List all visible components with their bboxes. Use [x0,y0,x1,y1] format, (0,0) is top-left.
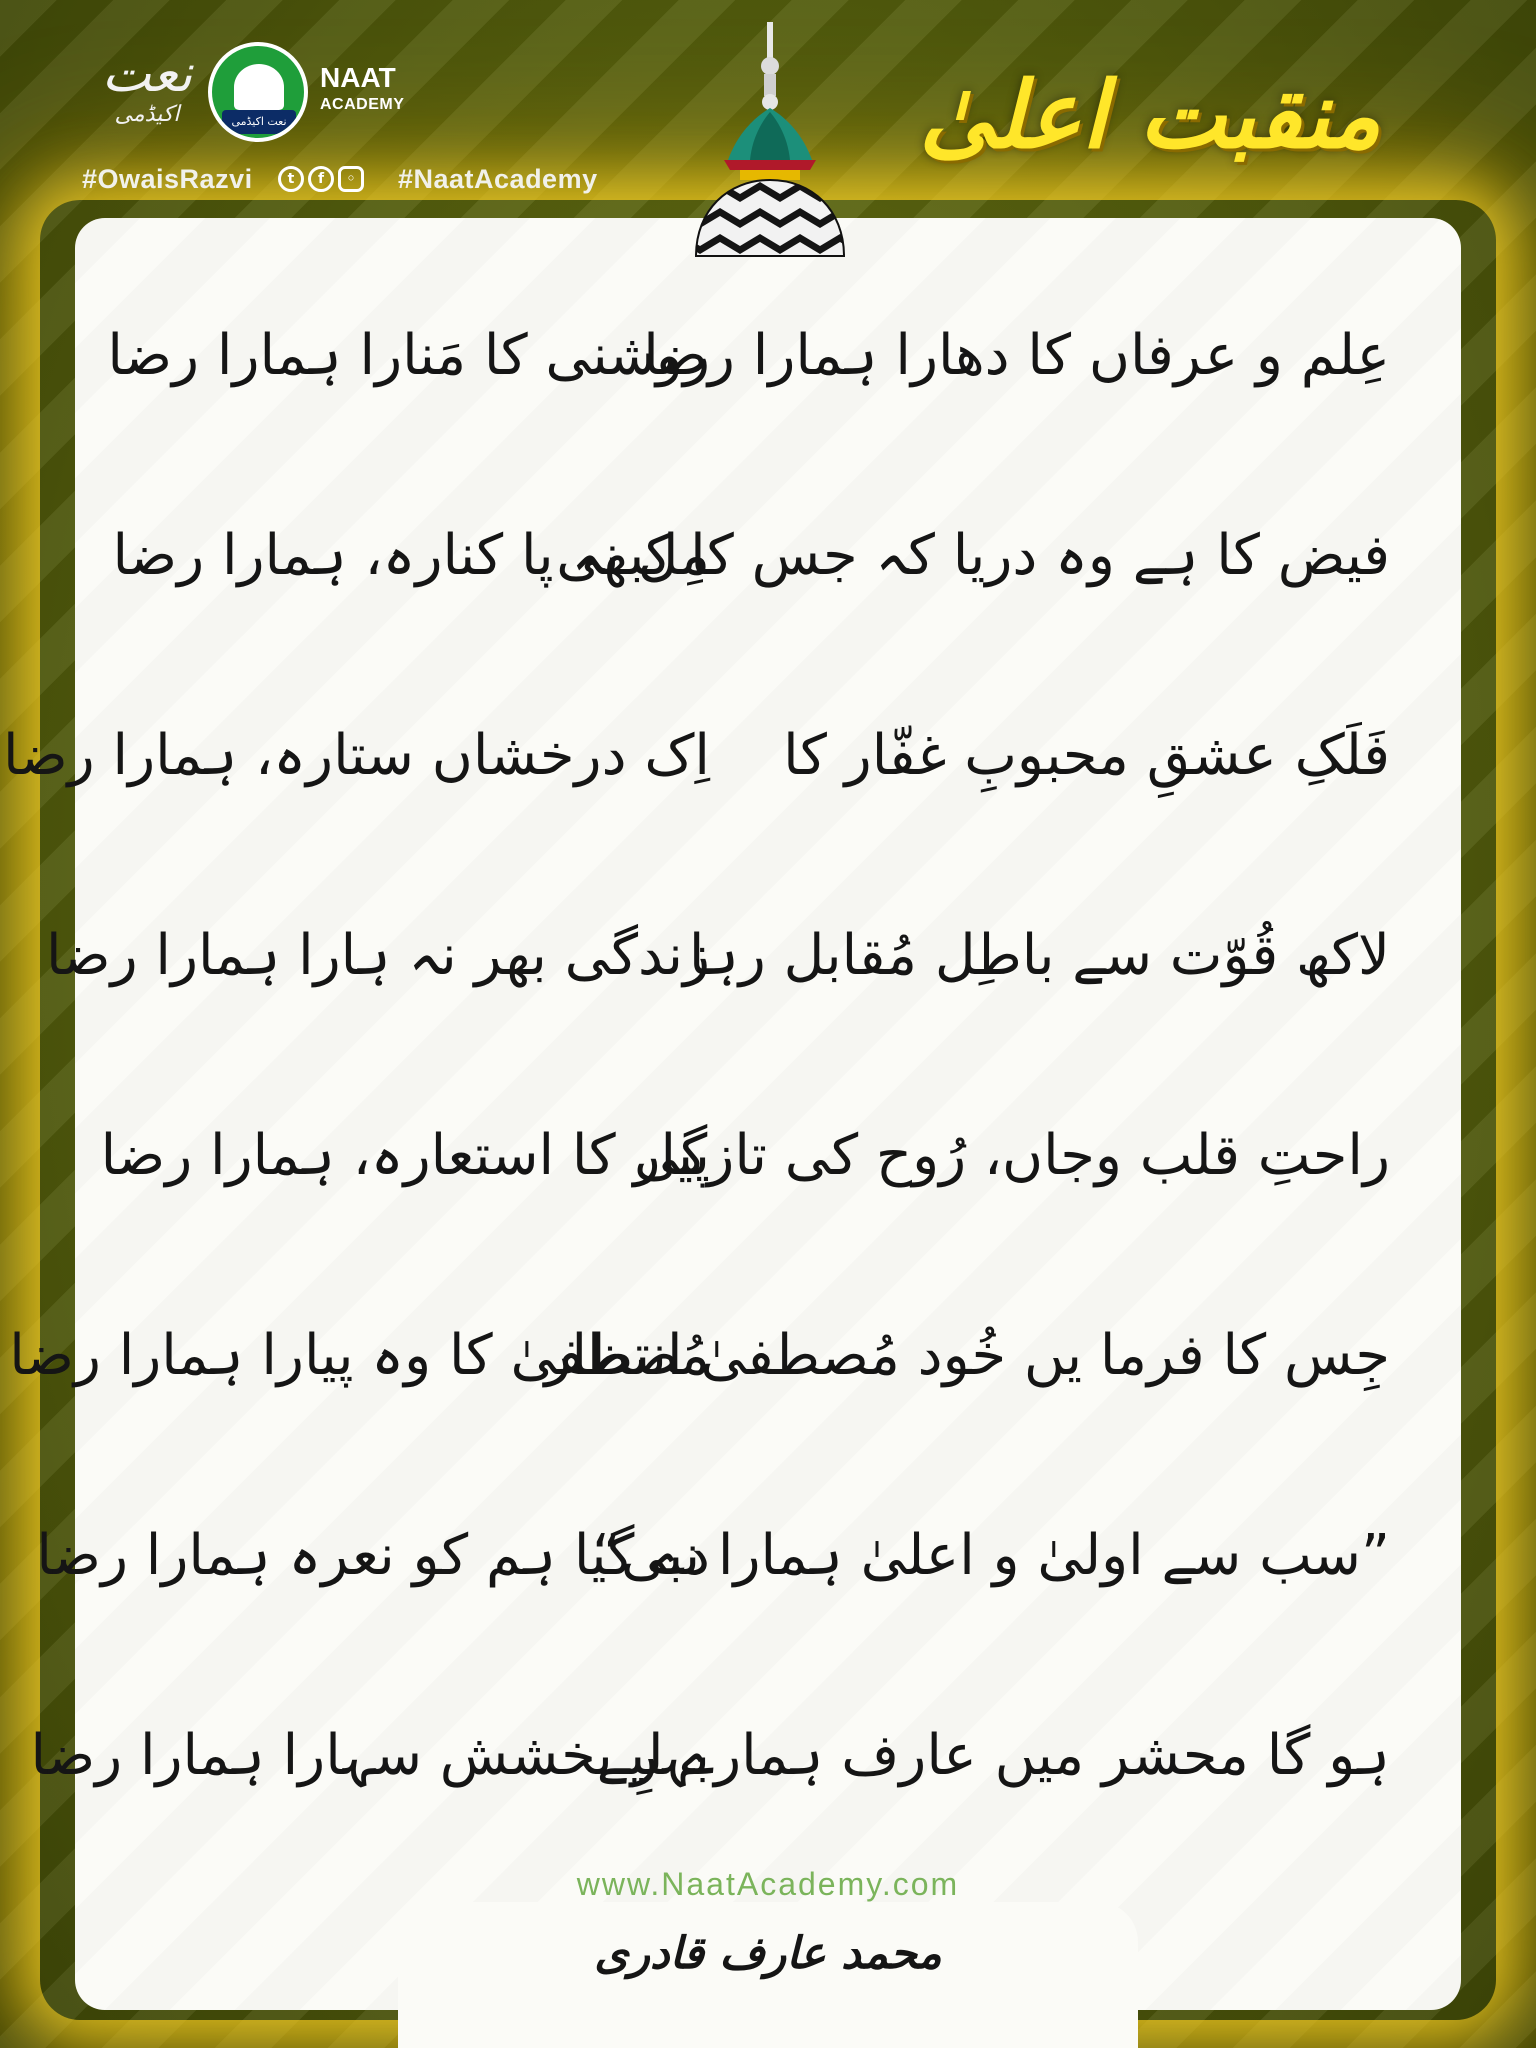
couplet-3-first-line: فَلَکِ عشقِ محبوبِ غفّار کا [783,723,1390,788]
instagram-icon: ◦ [338,166,364,192]
couplet-6-first-line: جِس کا فرما یں خُود مُصطفیٰ انتظار [544,1323,1390,1388]
couplet-4-first-line: لاکھ قُوّت سے باطِل مُقابل رہا [688,923,1390,988]
couplet-4-second-line: زندگی بھر نہ ہارا ہمارا رضا [45,923,710,988]
poet-name: محمد عارف قادری [594,1928,942,1979]
dome-finial-icon [680,20,860,260]
couplet-8-first-line: ہو گا محشر میں عارف ہمارے لیے [596,1723,1390,1788]
badge-caption: نعت اکیڈمی [222,110,296,134]
couplet-2-second-line: مِل نہ پا کنارہ، ہمارا رضا [112,523,710,588]
page-title: منقبت اعلیٰ [919,62,1381,169]
brand-subtitle: ACADEMY [320,96,405,113]
couplet-8-second-line: بہرِ بخشش سہارا ہمارا رضا [30,1723,710,1788]
couplet-1-first-line: عِلم و عرفاں کا دھارا ہمارا رضا [643,323,1390,388]
couplet-7-first-line: ”سب سے اولیٰ و اعلیٰ ہمارا نبی“ [591,1523,1390,1588]
couplet-3-second-line: اِک درخشاں ستارہ، ہمارا رضا [3,723,710,788]
naat-academy-badge-icon [208,42,308,142]
handle-naatacademy: #NaatAcademy [398,164,598,194]
couplet-1-second-line: روشنی کا مَنارا ہمارا رضا [107,323,710,388]
couplet-6-second-line: مُصطفیٰ کا وہ پیارا ہمارا رضا [9,1323,710,1388]
urdu-logo-subtext: اکیڈمی [114,102,180,128]
urdu-logo-text: نعت [101,44,193,104]
brand-name: NAAT [320,62,396,93]
handle-owaisrazvi: #OwaisRazvi [82,164,253,194]
dome-icon [234,64,284,110]
couplet-5-first-line: راحتِ قلب وجاں، رُوح کی تازگی [633,1123,1390,1188]
website-url[interactable]: www.NaatAcademy.com [576,1866,960,1902]
facebook-icon: f [308,166,334,192]
urdu-logo [92,46,202,146]
couplet-2-first-line: فیض کا ہے وہ دریا کہ جس کا کبھی [556,523,1390,588]
couplet-5-second-line: پیار کا استعارہ، ہمارا رضا [100,1123,710,1188]
couplet-7-second-line: دے گیا ہم کو نعرہ ہمارا رضا [36,1523,710,1588]
twitter-icon: t [278,166,304,192]
